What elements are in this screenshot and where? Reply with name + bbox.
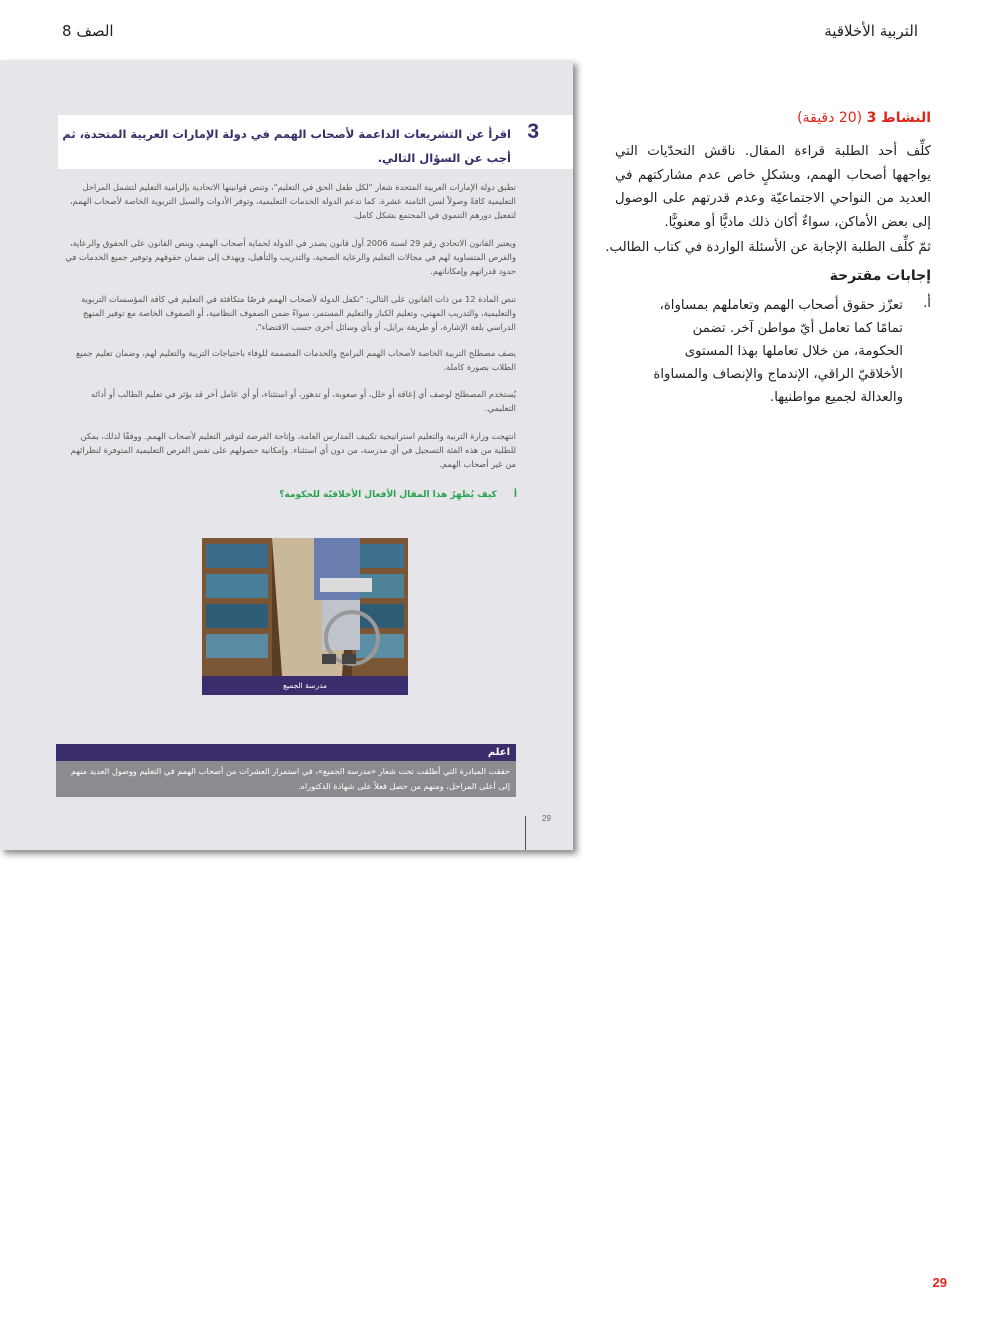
activity-label: النشاط 3 bbox=[866, 110, 931, 126]
know-box-text: حققت المبادرة التي أطلقت تحت شعار «مدرسة الجميع»، في استمرار العشرات من أصحاب الهمم في التعليم ووصول العديد منهم إلى أعلى المراحل، ومنهم من حصل فعلاً على شهادة الدكتوراه. bbox=[56, 761, 516, 797]
instruction-paragraph: كلِّف أحد الطلبة قراءة المقال. ناقش التحدّيات التي يواجهها أصحاب الهمم، وبشكلٍ خاص عدم مشاركتهم في العديد من النواحي الاجتماعيّة وعدم قدرتهم على الوصول إلى بعض الأماكن، سواءٌ أكان ذلك ماديًّا أو معنويًّا. bbox=[615, 144, 931, 230]
article-paragraph: انتهجت وزارة التربية والتعليم استراتيجية تكييف المدارس العامة، وإتاحة الفرصة لتوفير التعليم لأصحاب الهمم. ووفقًا لذلك، يمكن للطلبة من هذه الفئة التسجيل في أي مدرسة، من دون أي استثناء. وإمكانية حصولهم على نفس الفرص التعليمية المتوفرة لنظرائهم من غير أصحاب الهمم. bbox=[70, 431, 516, 469]
answers-heading: إجابات مقترحة bbox=[829, 268, 931, 284]
instruction-paragraph-2: ثمّ كلِّف الطلبة الإجابة عن الأسئلة الواردة في كتاب الطالب. bbox=[605, 240, 931, 255]
sub-question-text: كيف يُظهِرُ هذا المقال الأفعال الأخلاقيّة للحكومة؟ bbox=[279, 490, 497, 500]
article-paragraph: ويعتبر القانون الاتحادي رقم 29 لسنة 2006 أول قانون يصدر في الدولة لحماية أصحاب الهمم، وينص القانون على الحقوق والرعاية، والفرص المتساوية لهم في مجالات التعليم والرعاية الصحية، والتدريب والتأهيل، ويهدف إلى ضمان حقوقهم وتوفير جميع الخدمات في حدود قدراتهم وإمكاناتهم. bbox=[65, 238, 516, 276]
article-paragraph: يصف مصطلح التربية الخاصة لأصحاب الهمم البرامج والخدمات المصممة للوفاء باحتياجات التربية والتعليم لهم، وضمان تعليم جميع الطلاب بصورة كاملة. bbox=[75, 348, 516, 372]
activity-title bbox=[797, 110, 931, 126]
student-book-page bbox=[0, 60, 573, 850]
know-box-title: اعلم bbox=[487, 747, 510, 758]
question-text: اقرأ عن التشريعات الداعمة لأصحاب الهمم في دولة الإمارات العربية المتحدة، ثم أجب عن السؤال التالي. bbox=[62, 127, 511, 165]
article-paragraph: يُستخدم المصطلح لوصف أي إعاقة أو خلل، أو صعوبة، أو تدهور، أو استثناء، أو أي عامل آخر قد يؤثر في تعليم الطالب أو أدائه التعليمي. bbox=[91, 389, 516, 413]
library-wheelchair-photo bbox=[202, 538, 408, 676]
activity-duration: (20 دقيقة) bbox=[797, 110, 863, 126]
answer-text: تعزّز حقوق أصحاب الهمم وتعاملهم بمساواة، تمامًا كما تعامل أيّ مواطن آخر. تضمن الحكومة، من خلال تعاملها بهذا المستوى الأخلاقيّ الراقي، الإندماج والإنصاف والمساواة والعدالة لجميع مواطنيها. bbox=[653, 298, 903, 405]
article-paragraph: تنص المادة 12 من ذات القانون على التالي: "تكفل الدولة لأصحاب الهمم فرصًا متكافئة في التعليم في كافة المؤسسات التربوية والتعليمية، والتدريب المهني، وتعليم الكبار والتعليم المستمر، سواءً ضمن الصفوف النظامية، أو الصفوف الخاصة مع توفير المنهج الدراسي بلغة الإشارة، أو طريقة برايل، أو بأي وسائل أخرى حسب الاقتضاء". bbox=[81, 294, 516, 332]
page-number: 29 bbox=[932, 1275, 947, 1290]
page-divider bbox=[525, 816, 526, 850]
answer-marker: أ. bbox=[923, 296, 931, 311]
book-page-number: 29 bbox=[542, 814, 551, 823]
question-number: 3 bbox=[527, 120, 539, 143]
subject-title: التربية الأخلاقية bbox=[824, 22, 918, 40]
article-paragraph: تطبق دولة الإمارات العربية المتحدة شعار "لكل طفل الحق في التعليم"، وتنص قوانينها الاتحادية بإلزامية التعليم لتشمل المراحل التعليمية كافةً وصولاً لسن الثامنة عشرة. كما تدعم الدولة الخدمات التعليمية، وتوفر الأدوات والسبل التربوية الخاصة لأصحاب الهمم، لتفعيل دورهم التنموي في المجتمع بشكل كامل. bbox=[69, 182, 516, 220]
sub-question bbox=[279, 490, 517, 500]
photo-caption: مدرسة الجميع bbox=[202, 676, 408, 695]
know-box-header bbox=[56, 744, 516, 761]
grade-label: الصف 8 bbox=[62, 22, 114, 40]
sub-question-label: أ bbox=[513, 490, 517, 500]
